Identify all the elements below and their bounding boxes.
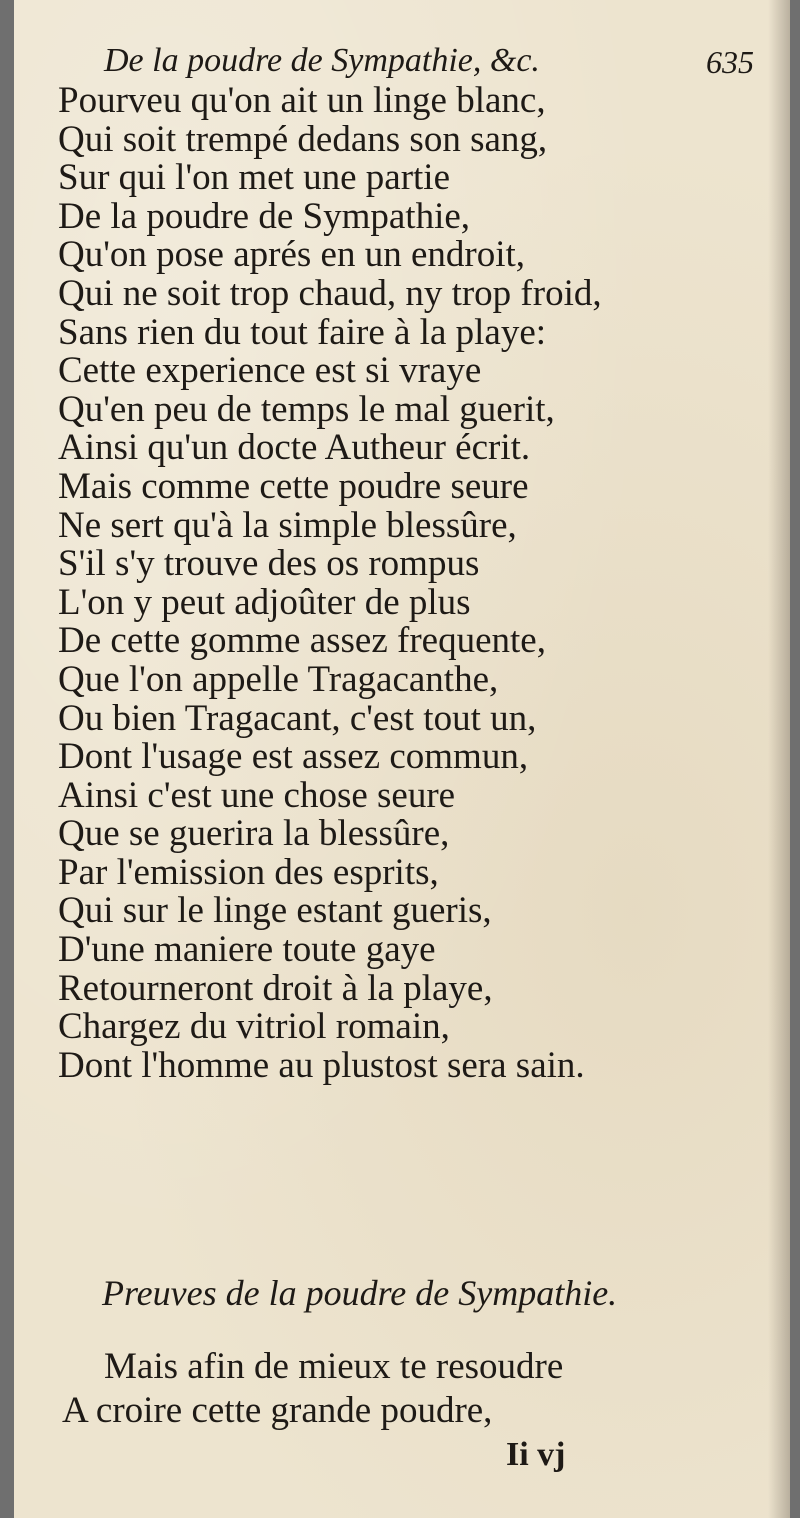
- verse-line: Mais afin de mieux te resoudre: [104, 1346, 564, 1387]
- verse-line: Cette experience est si vraye: [58, 350, 482, 392]
- verse-line: Qu'en peu de temps le mal guerit,: [58, 388, 555, 430]
- verse-line: De cette gomme assez frequente,: [58, 620, 546, 662]
- verse-block: [58, 82, 758, 1085]
- verse-line: De la poudre de Sympathie,: [58, 195, 471, 237]
- verse-line: A croire cette grande poudre,: [62, 1390, 493, 1431]
- verse-line: Qui soit trempé dedans son sang,: [58, 118, 548, 160]
- running-title: De la poudre de Sympathie, &c.: [104, 42, 540, 79]
- verse-line: Ou bien Tragacant, c'est tout un,: [58, 697, 537, 739]
- verse-block-2: [62, 1345, 762, 1433]
- verse-line: Que l'on appelle Tragacanthe,: [58, 658, 499, 700]
- verse-line: Sans rien du tout faire à la playe:: [58, 311, 547, 353]
- book-page: [14, 0, 790, 1518]
- verse-line: Dont l'homme au plustost sera sain.: [58, 1044, 585, 1086]
- verse-line: Ainsi c'est une chose seure: [58, 774, 456, 816]
- page-edge-shadow: [768, 0, 790, 1518]
- verse-line: D'une maniere toute gaye: [58, 929, 436, 971]
- section-title: Preuves de la poudre de Sympathie.: [102, 1273, 618, 1313]
- verse-line: Qu'on pose aprés en un endroit,: [58, 234, 525, 276]
- verse-line: Ne sert qu'à la simple blessûre,: [58, 504, 517, 546]
- page-number: 635: [706, 44, 754, 80]
- verse-line: Que se guerira la blessûre,: [58, 813, 450, 855]
- verse-line: Retourneront droit à la playe,: [58, 967, 493, 1009]
- verse-line: Chargez du vitriol romain,: [58, 1006, 450, 1048]
- verse-line: Qui sur le linge estant gueris,: [58, 890, 492, 932]
- verse-line: Mais comme cette poudre seure: [58, 465, 529, 507]
- verse-line: L'on y peut adjoûter de plus: [58, 581, 471, 623]
- verse-line: Sur qui l'on met une partie: [58, 157, 451, 199]
- signature-mark: Ii vj: [506, 1436, 566, 1473]
- verse-line: Pourveu qu'on ait un linge blanc,: [58, 80, 546, 121]
- verse-line: Dont l'usage est assez commun,: [58, 736, 529, 778]
- verse-line: Ainsi qu'un docte Autheur écrit.: [58, 427, 531, 469]
- verse-line: Qui ne soit trop chaud, ny trop froid,: [58, 272, 602, 314]
- verse-line: S'il s'y trouve des os rompus: [58, 543, 480, 585]
- verse-line: Par l'emission des esprits,: [58, 851, 439, 893]
